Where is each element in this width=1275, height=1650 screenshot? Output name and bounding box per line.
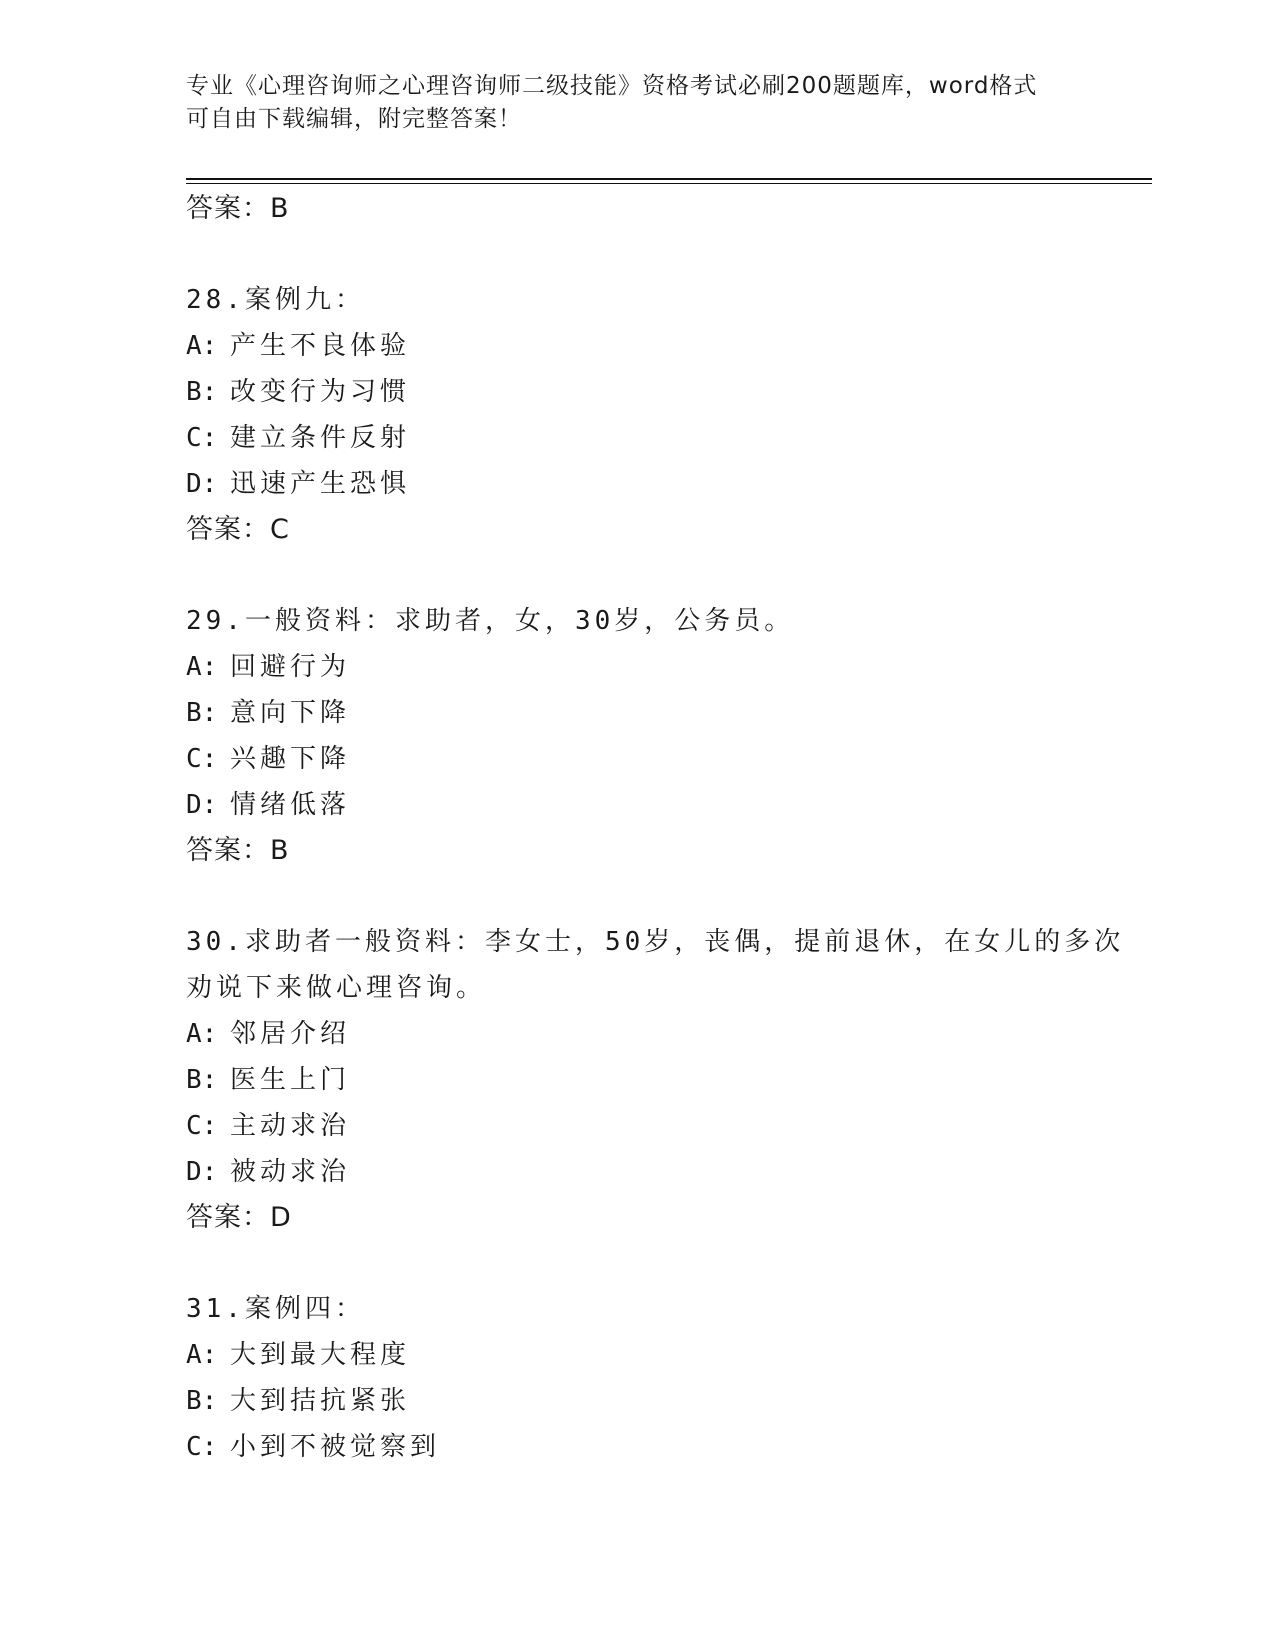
answer-line: 答案：B: [186, 193, 290, 224]
option-text: 改变行为习惯: [230, 377, 411, 407]
question-text: 28.案例九：: [186, 285, 365, 315]
option-letter: A:: [186, 652, 218, 682]
question-29: [186, 598, 1106, 874]
question-text: 29.一般资料：求助者，女，30岁，公务员。: [186, 606, 795, 636]
option-letter: A:: [186, 1019, 218, 1049]
answer-line: 答案：B: [186, 835, 290, 866]
option-letter: D:: [186, 790, 218, 820]
option-d: [186, 782, 1106, 828]
option-a: [186, 1011, 1106, 1057]
question-28: [186, 277, 1106, 553]
option-letter: C:: [186, 1111, 218, 1141]
answer-line: 答案：C: [186, 514, 290, 545]
question-text-continued: 劝说下来做心理咨询。: [186, 973, 487, 1003]
option-letter: B:: [186, 1386, 218, 1416]
option-letter: B:: [186, 377, 218, 407]
option-letter: A:: [186, 1340, 218, 1370]
option-letter: D:: [186, 469, 218, 499]
option-text: 产生不良体验: [230, 331, 411, 361]
option-d: [186, 1149, 1106, 1195]
option-text: 情绪低落: [230, 790, 351, 820]
option-b: [186, 690, 1106, 736]
answer-line: 答案：D: [186, 1202, 292, 1233]
option-text: 大到最大程度: [230, 1340, 411, 1370]
option-letter: C:: [186, 744, 218, 774]
option-text: 回避行为: [230, 652, 351, 682]
question-text: 31.案例四：: [186, 1294, 365, 1324]
option-a: [186, 1332, 1106, 1378]
option-c: [186, 415, 1106, 461]
option-text: 被动求治: [230, 1157, 351, 1187]
option-c: [186, 1424, 1106, 1470]
question-list: [186, 186, 1125, 1470]
option-text: 小到不被觉察到: [230, 1432, 441, 1462]
header-rule-thick: [186, 178, 1152, 180]
option-letter: B:: [186, 1065, 218, 1095]
header-rule-thin: [186, 183, 1152, 184]
option-text: 医生上门: [230, 1065, 351, 1095]
option-letter: B:: [186, 698, 218, 728]
document-header: [186, 70, 1086, 136]
option-c: [186, 736, 1106, 782]
option-a: [186, 323, 1106, 369]
option-text: 兴趣下降: [230, 744, 351, 774]
option-text: 迅速产生恐惧: [230, 469, 411, 499]
header-line-2: 可自由下载编辑，附完整答案！: [186, 106, 522, 132]
option-c: [186, 1103, 1106, 1149]
option-letter: C:: [186, 1432, 218, 1462]
question-31: [186, 1286, 1106, 1470]
option-letter: D:: [186, 1157, 218, 1187]
option-b: [186, 369, 1106, 415]
question-30: [186, 919, 1125, 1241]
option-text: 主动求治: [230, 1111, 351, 1141]
option-b: [186, 1057, 1106, 1103]
option-text: 建立条件反射: [230, 423, 411, 453]
option-a: [186, 644, 1106, 690]
header-line-1: 专业《心理咨询师之心理咨询师二级技能》资格考试必刷200题题库，word格式: [186, 73, 1038, 99]
option-text: 邻居介绍: [230, 1019, 351, 1049]
option-letter: C:: [186, 423, 218, 453]
option-d: [186, 461, 1106, 507]
option-text: 大到拮抗紧张: [230, 1386, 411, 1416]
question-text: 30.求助者一般资料：李女士，50岁，丧偶，提前退休，在女儿的多次: [186, 927, 1125, 957]
option-letter: A:: [186, 331, 218, 361]
option-b: [186, 1378, 1106, 1424]
option-text: 意向下降: [230, 698, 351, 728]
